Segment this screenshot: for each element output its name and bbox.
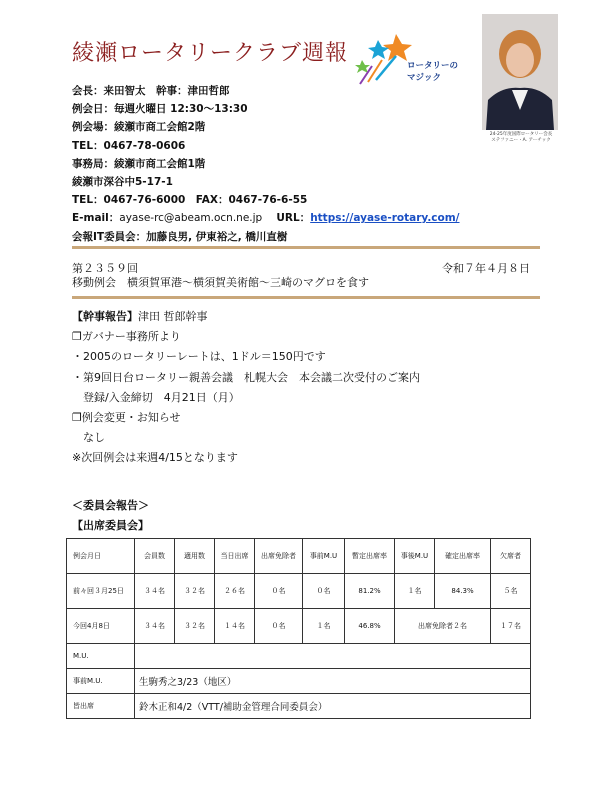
it-committee: 会報IT委員会：加藤良男, 伊東裕之, 橋川直樹 xyxy=(72,230,288,243)
club-info xyxy=(72,82,460,246)
orange-star-icon xyxy=(383,34,412,61)
divider-bottom xyxy=(72,296,540,299)
attendance-table xyxy=(66,538,531,719)
contact-line xyxy=(72,209,460,227)
table-cell: 46.8% xyxy=(345,609,395,644)
perfect-attendance-label: 皆出席 xyxy=(67,694,135,719)
table-cell: １名 xyxy=(395,574,435,609)
table-cell: ０名 xyxy=(303,574,345,609)
table-cell: ２６名 xyxy=(215,574,255,609)
table-cell: 今回4月8日 xyxy=(67,609,135,644)
mu-label: M.U. xyxy=(67,644,135,669)
report-line: ❐ガバナー事務所より xyxy=(72,330,181,344)
table-row-perfect xyxy=(67,694,531,719)
table-cell: ３２名 xyxy=(175,574,215,609)
table-header-cell: 会員数 xyxy=(135,539,175,574)
table-header-cell: 暫定出席率 xyxy=(345,539,395,574)
meeting-number: 第２３５９回 xyxy=(72,262,138,275)
table-row xyxy=(67,609,531,644)
mu-value xyxy=(135,644,531,669)
table-header-cell: 適用数 xyxy=(175,539,215,574)
secretary-report xyxy=(72,307,420,469)
meeting-block xyxy=(72,262,540,290)
table-header-row xyxy=(67,539,531,574)
table-cell: ３２名 xyxy=(175,609,215,644)
report-line: ❐例会変更・お知らせ xyxy=(72,411,181,425)
table-cell: ３４名 xyxy=(135,574,175,609)
table-header-cell: 当日出席 xyxy=(215,539,255,574)
report-line: ・2005のロータリーレートは、1ドル＝150円です xyxy=(72,350,326,364)
table-row-mu xyxy=(67,644,531,669)
divider-top xyxy=(72,246,540,249)
rotary-magic-logo xyxy=(352,30,468,86)
meeting-date: 令和７年４月８日 xyxy=(442,262,530,275)
blue-star-icon xyxy=(368,40,389,59)
table-row xyxy=(67,574,531,609)
table-cell: １名 xyxy=(303,609,345,644)
table-cell: ０名 xyxy=(255,609,303,644)
table-header-cell: 事後M.U xyxy=(395,539,435,574)
tel-fax: TEL：0467-76-6000 FAX：0467-76-6-55 xyxy=(72,194,308,207)
url-label: URL： xyxy=(276,212,311,225)
pre-mu-value: 生駒秀之3/23（地区） xyxy=(135,669,531,694)
table-cell: ０名 xyxy=(255,574,303,609)
committee-heading-block xyxy=(72,496,149,536)
office: 事務局：綾瀬市商工会館1階 xyxy=(72,157,206,170)
committee-heading: ＜委員会報告＞ xyxy=(72,499,149,512)
table-row-pre-mu xyxy=(67,669,531,694)
perfect-attendance-value: 鈴木正和4/2（VTT/補助金管理合同委員会） xyxy=(135,694,531,719)
table-cell: 84.3% xyxy=(435,574,491,609)
report-line: ※次回例会は来週4/15となります xyxy=(72,451,238,465)
attendance-committee-heading: 【出席委員会】 xyxy=(72,519,149,532)
portrait-caption: 24-25年度国際ロータリー会長 ステファニー・A. アーチック xyxy=(489,132,553,143)
table-cell: 前々回３月25日 xyxy=(67,574,135,609)
table-header-cell: 確定出席率 xyxy=(435,539,491,574)
report-heading-line xyxy=(72,307,420,327)
table-cell: 出席免除者２名 xyxy=(395,609,491,644)
logo-text-line1: ロータリーの xyxy=(407,61,459,71)
table-cell: 81.2% xyxy=(345,574,395,609)
table-cell: ３４名 xyxy=(135,609,175,644)
table-header-cell: 欠席者 xyxy=(491,539,531,574)
table-cell: １７名 xyxy=(491,609,531,644)
address: 綾瀬市深谷中5-17-1 xyxy=(72,176,173,189)
meeting-day: 例会日：毎週火曜日 12:30～13:30 xyxy=(72,103,248,116)
officers: 会長：来田智太 幹事：津田哲郎 xyxy=(72,85,230,97)
tel-line: TEL：0467-78-0606 xyxy=(72,139,186,152)
report-line: ・第9回日台ロータリー親善会議 札幌大会 本会議二次受付のご案内 xyxy=(72,370,420,384)
table-header-cell: 事前M.U xyxy=(303,539,345,574)
meeting-title: 移動例会 横須賀軍港～横須賀美術館～三崎のマグロを食す xyxy=(72,276,369,289)
table-cell: ５名 xyxy=(491,574,531,609)
report-heading: 【幹事報告】 xyxy=(72,310,138,323)
logo-text-line2: マジック xyxy=(407,73,442,83)
pre-mu-label: 事前M.U. xyxy=(67,669,135,694)
table-cell: １４名 xyxy=(215,609,255,644)
report-secretary-name: 津田 哲郎幹事 xyxy=(138,310,208,323)
table-header-cell: 出席免除者 xyxy=(255,539,303,574)
president-portrait xyxy=(482,14,558,130)
newsletter-title: 綾瀬ロータリークラブ週報 xyxy=(72,41,349,66)
report-line: 登録/入金締切 4月21日（月） xyxy=(72,390,240,404)
meeting-place: 例会場：綾瀬市商工会館2階 xyxy=(72,121,206,134)
report-line: なし xyxy=(72,431,105,445)
email-label: E-mail： xyxy=(72,212,120,225)
email-address[interactable]: ayase-rc@abeam.ocn.ne.jp xyxy=(119,212,263,225)
table-header-cell: 例会月日 xyxy=(67,539,135,574)
website-link[interactable]: https://ayase-rotary.com/ xyxy=(310,212,460,225)
